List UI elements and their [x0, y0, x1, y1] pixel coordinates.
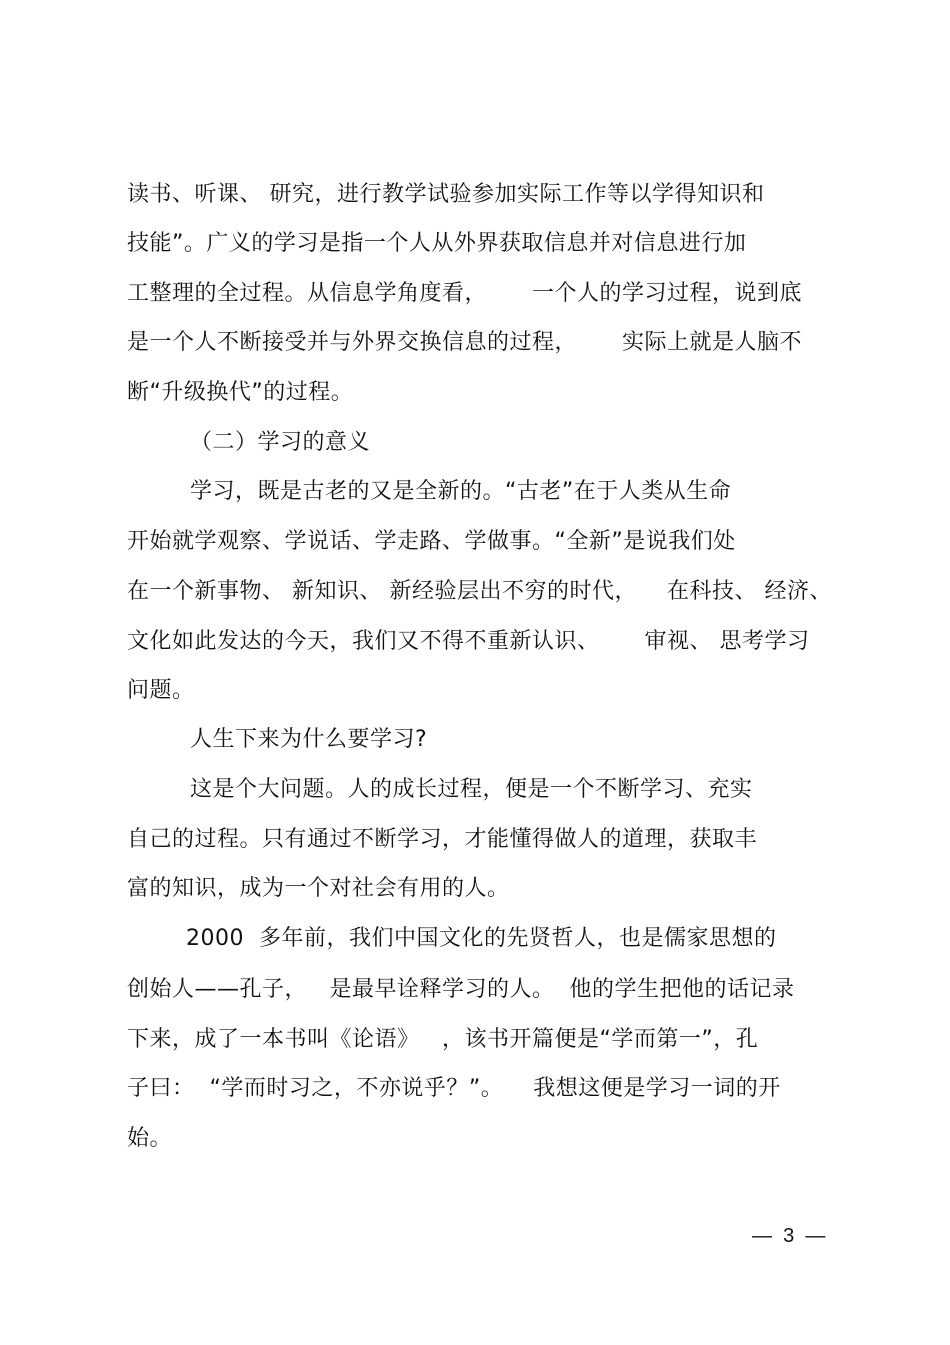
paragraph-line: 是一个人不断接受并与外界交换信息的过程， 实际上就是人脑不 — [127, 330, 802, 355]
paragraph-line: 下来，成了一本书叫《论语》 ，该书开篇便是“学而第一”，孔 — [127, 1027, 759, 1052]
paragraph-line: 问题。 — [127, 678, 195, 703]
paragraph-line: 自己的过程。只有通过不断学习，才能懂得做人的道理，获取丰 — [127, 827, 758, 852]
page-number: — 3 — — [752, 1225, 826, 1247]
paragraph-line: 子曰： “学而时习之，不亦说乎？”。 我想这便是学习一词的开 — [127, 1076, 781, 1101]
paragraph-line: 创始人——孔子， 是最早诠释学习的人。 他的学生把他的话记录 — [127, 977, 795, 1002]
paragraph-line: 人生下来为什么要学习? — [190, 727, 428, 752]
paragraph-line: 学习，既是古老的又是全新的。“古老”在于人类从生命 — [190, 479, 732, 504]
paragraph-line: 2000 多年前，我们中国文化的先贤哲人，也是儒家思想的 — [186, 926, 777, 951]
paragraph-line: 断“升级换代”的过程。 — [127, 380, 354, 405]
paragraph-line: 开始就学观察、学说话、学走路、学做事。“全新”是说我们处 — [127, 529, 736, 554]
paragraph-line: 这是个大问题。人的成长过程，便是一个不断学习、充实 — [190, 777, 753, 802]
paragraph-line: 技能”。广义的学习是指一个人从外界获取信息并对信息进行加 — [127, 231, 747, 256]
paragraph-line: 富的知识，成为一个对社会有用的人。 — [127, 876, 510, 901]
paragraph-line: 始。 — [127, 1126, 173, 1151]
paragraph-line: 读书、听课、 研究，进行教学试验参加实际工作等以学得知识和 — [127, 182, 765, 207]
paragraph-line: 在一个新事物、 新知识、 新经验层出不穷的时代， 在科技、 经济、 — [127, 579, 832, 604]
paragraph-line: 工整理的全过程。从信息学角度看， 一个人的学习过程，说到底 — [127, 281, 802, 306]
section-heading: （二）学习的意义 — [190, 430, 371, 455]
paragraph-line: 文化如此发达的今天，我们又不得不重新认识、 审视、 思考学习 — [127, 629, 810, 654]
